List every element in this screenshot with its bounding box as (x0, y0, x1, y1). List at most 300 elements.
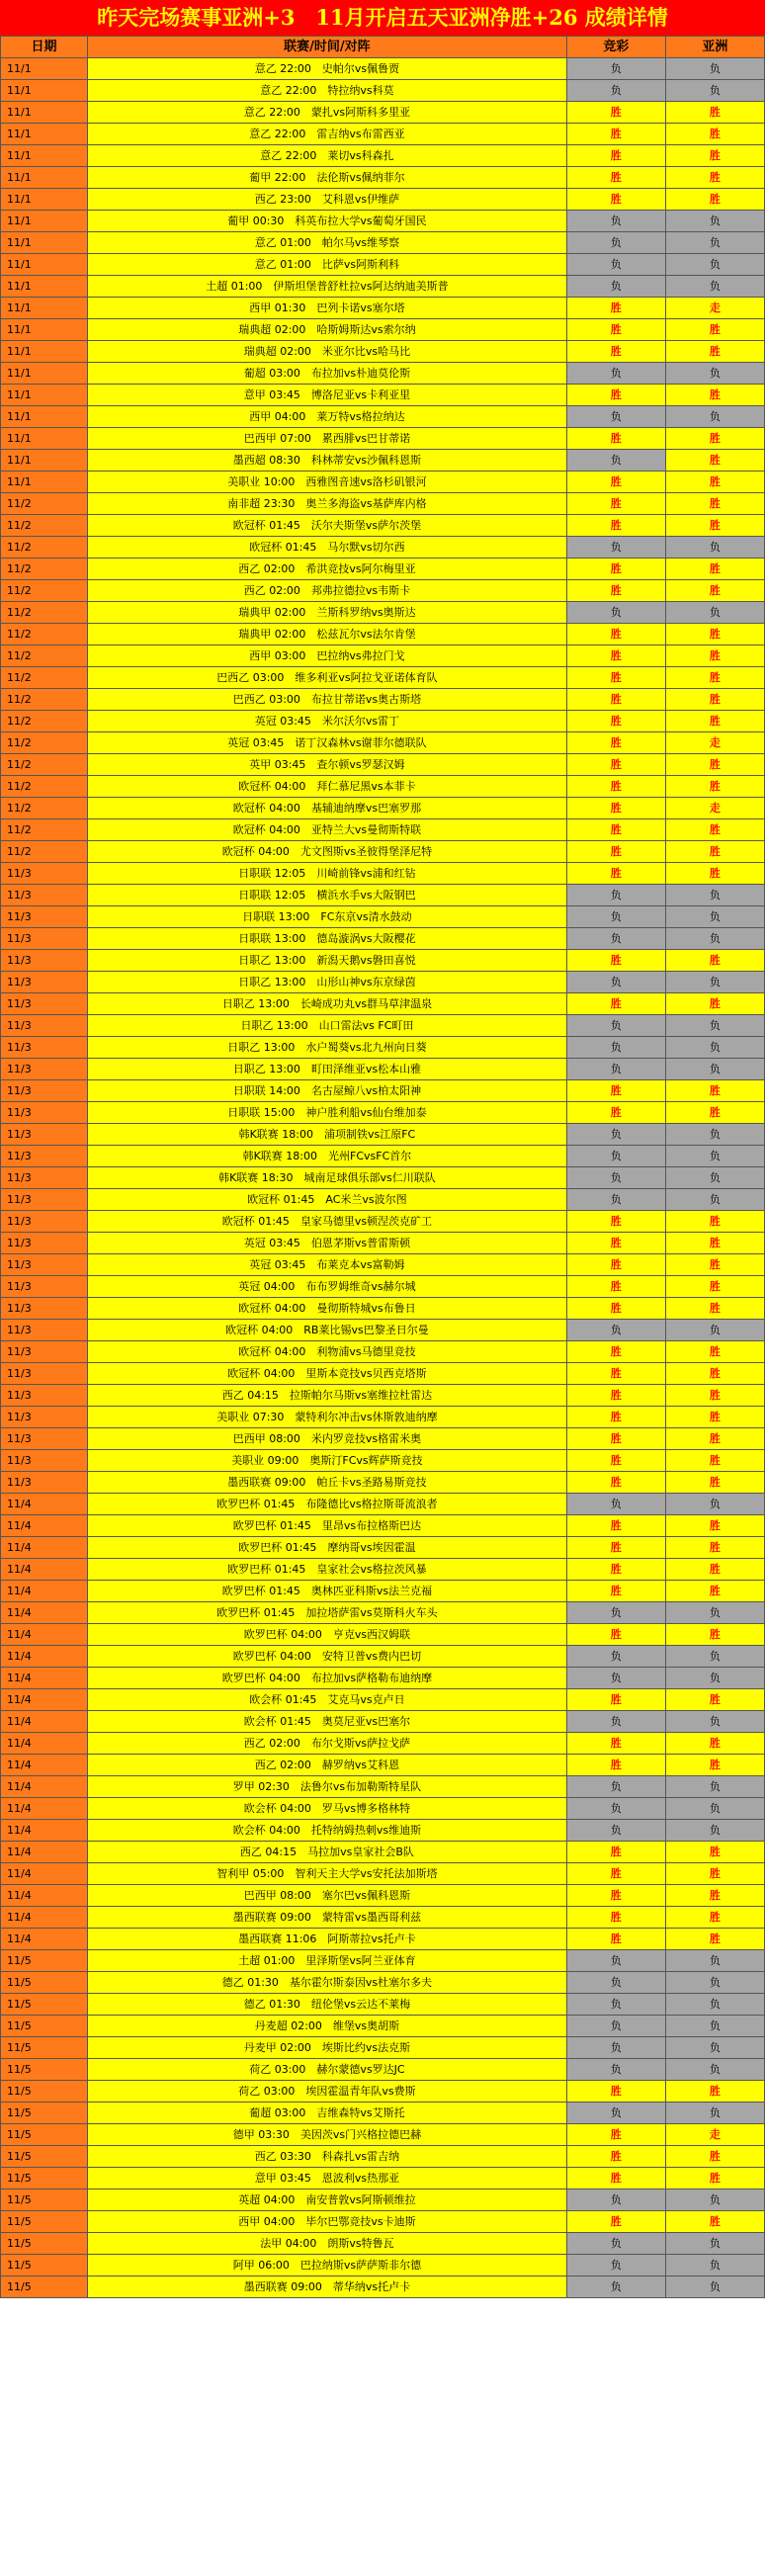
row-lottery-result: 胜 (566, 341, 665, 363)
row-asian-result: 胜 (665, 1211, 764, 1233)
row-asian-result: 胜 (665, 1276, 764, 1298)
table-row (1, 645, 765, 667)
row-lottery-result: 负 (566, 2190, 665, 2211)
row-asian-result: 胜 (665, 1907, 764, 1929)
table-row (1, 2276, 765, 2298)
row-asian-result: 胜 (665, 319, 764, 341)
row-lottery-result: 胜 (566, 1472, 665, 1494)
row-asian-result: 负 (665, 2059, 764, 2081)
row-date: 11/1 (1, 385, 88, 406)
row-lottery-result: 负 (566, 1167, 665, 1189)
row-match: 意乙 22:00 雷吉纳vs布雷西亚 (88, 124, 567, 145)
row-match: 罗甲 02:30 法鲁尔vs布加勒斯特星队 (88, 1776, 567, 1798)
table-row (1, 1863, 765, 1885)
row-date: 11/4 (1, 1559, 88, 1581)
row-match: 阿甲 06:00 巴拉纳斯vs萨萨斯非尔德 (88, 2255, 567, 2276)
table-row (1, 363, 765, 385)
row-date: 11/5 (1, 2190, 88, 2211)
row-lottery-result: 胜 (566, 863, 665, 885)
row-asian-result: 走 (665, 298, 764, 319)
row-match: 巴西甲 08:00 塞尔巴vs佩科恩斯 (88, 1885, 567, 1907)
row-asian-result: 负 (665, 1059, 764, 1080)
row-lottery-result: 负 (566, 885, 665, 906)
row-match: 智利甲 05:00 智利天主大学vs安托法加斯塔 (88, 1863, 567, 1885)
row-lottery-result: 胜 (566, 1254, 665, 1276)
row-match: 墨西联赛 09:00 蒙特雷vs墨西哥利兹 (88, 1907, 567, 1929)
row-asian-result: 走 (665, 732, 764, 754)
table-row (1, 1254, 765, 1276)
row-match: 欧罗巴杯 01:45 摩纳哥vs埃因霍温 (88, 1537, 567, 1559)
row-asian-result: 胜 (665, 1407, 764, 1428)
table-row (1, 298, 765, 319)
row-date: 11/4 (1, 1776, 88, 1798)
row-lottery-result: 负 (566, 1602, 665, 1624)
row-asian-result: 胜 (665, 2081, 764, 2103)
row-asian-result: 负 (665, 906, 764, 928)
table-row (1, 1624, 765, 1646)
table-row (1, 1950, 765, 1972)
row-asian-result: 负 (665, 2103, 764, 2124)
row-match: 西甲 03:00 巴拉纳vs弗拉门戈 (88, 645, 567, 667)
row-date: 11/2 (1, 732, 88, 754)
table-row (1, 667, 765, 689)
row-date: 11/5 (1, 2233, 88, 2255)
table-row (1, 1755, 765, 1776)
row-lottery-result: 胜 (566, 1363, 665, 1385)
row-asian-result: 胜 (665, 2168, 764, 2190)
row-match: 欧冠杯 04:00 拜仁慕尼黑vs本菲卡 (88, 776, 567, 798)
row-asian-result: 负 (665, 928, 764, 950)
row-match: 欧冠杯 01:45 AC米兰vs波尔图 (88, 1189, 567, 1211)
row-date: 11/1 (1, 145, 88, 167)
row-asian-result: 胜 (665, 1863, 764, 1885)
row-asian-result: 胜 (665, 1537, 764, 1559)
row-match: 韩K联赛 18:00 光州FCvsFC首尔 (88, 1146, 567, 1167)
row-lottery-result: 负 (566, 1189, 665, 1211)
row-asian-result: 胜 (665, 2146, 764, 2168)
row-asian-result: 胜 (665, 1515, 764, 1537)
row-lottery-result: 负 (566, 406, 665, 428)
row-match: 西乙 02:00 布尔戈斯vs萨拉戈萨 (88, 1733, 567, 1755)
row-date: 11/3 (1, 1450, 88, 1472)
table-row (1, 124, 765, 145)
row-match: 日职联 13:00 FC东京vs清水鼓动 (88, 906, 567, 928)
row-asian-result: 负 (665, 2233, 764, 2255)
row-date: 11/1 (1, 124, 88, 145)
header-asian: 亚洲 (665, 37, 764, 58)
row-asian-result: 胜 (665, 580, 764, 602)
row-asian-result: 负 (665, 1798, 764, 1820)
row-match: 西甲 01:30 巴列卡诺vs塞尔塔 (88, 298, 567, 319)
row-lottery-result: 胜 (566, 1428, 665, 1450)
row-lottery-result: 负 (566, 1320, 665, 1341)
row-lottery-result: 负 (566, 2016, 665, 2037)
table-row (1, 1015, 765, 1037)
row-asian-result: 负 (665, 1167, 764, 1189)
row-asian-result: 胜 (665, 1842, 764, 1863)
row-match: 德甲 03:30 美因茨vs门兴格拉德巴赫 (88, 2124, 567, 2146)
row-asian-result: 胜 (665, 863, 764, 885)
row-asian-result: 负 (665, 1646, 764, 1668)
row-lottery-result: 负 (566, 1711, 665, 1733)
table-row (1, 1581, 765, 1602)
row-match: 英冠 03:45 伯恩茅斯vs普雷斯顿 (88, 1233, 567, 1254)
table-row (1, 1341, 765, 1363)
row-date: 11/5 (1, 2168, 88, 2190)
table-row (1, 1450, 765, 1472)
row-date: 11/4 (1, 1602, 88, 1624)
row-match: 瑞典超 02:00 米亚尔比vs哈马比 (88, 341, 567, 363)
row-lottery-result: 胜 (566, 1537, 665, 1559)
row-match: 巴西乙 03:00 维多利亚vs阿拉戈亚诺体育队 (88, 667, 567, 689)
table-row (1, 515, 765, 537)
table-row (1, 798, 765, 819)
row-date: 11/3 (1, 1102, 88, 1124)
row-date: 11/2 (1, 580, 88, 602)
table-row (1, 1298, 765, 1320)
row-date: 11/4 (1, 1863, 88, 1885)
row-lottery-result: 胜 (566, 1450, 665, 1472)
row-asian-result: 胜 (665, 950, 764, 972)
table-row (1, 1320, 765, 1341)
row-match: 意乙 01:00 帕尔马vs维琴察 (88, 232, 567, 254)
row-lottery-result: 胜 (566, 1733, 665, 1755)
row-asian-result: 胜 (665, 1385, 764, 1407)
row-match: 欧冠杯 04:00 亚特兰大vs曼彻斯特联 (88, 819, 567, 841)
row-asian-result: 胜 (665, 124, 764, 145)
table-row (1, 1646, 765, 1668)
row-lottery-result: 负 (566, 2255, 665, 2276)
row-match: 西乙 04:15 拉斯帕尔马斯vs塞维拉杜雷达 (88, 1385, 567, 1407)
page-title-banner (0, 0, 765, 36)
row-lottery-result: 负 (566, 450, 665, 472)
row-date: 11/4 (1, 1711, 88, 1733)
row-match: 美职业 09:00 奥斯汀FCvs辉萨斯竞技 (88, 1450, 567, 1472)
row-lottery-result: 胜 (566, 472, 665, 493)
row-asian-result: 胜 (665, 145, 764, 167)
row-lottery-result: 胜 (566, 776, 665, 798)
row-lottery-result: 负 (566, 1994, 665, 2016)
row-match: 欧冠杯 04:00 RB莱比锡vs巴黎圣日尔曼 (88, 1320, 567, 1341)
table-row (1, 1146, 765, 1167)
row-asian-result: 负 (665, 972, 764, 993)
row-match: 日职联 13:00 德岛漩涡vs大阪樱花 (88, 928, 567, 950)
row-match: 美职业 07:30 蒙特利尔冲击vs休斯敦迪纳摩 (88, 1407, 567, 1428)
row-asian-result: 胜 (665, 1733, 764, 1755)
table-row (1, 1363, 765, 1385)
row-match: 墨西超 08:30 科林蒂安vs沙佩科恩斯 (88, 450, 567, 472)
row-match: 西乙 03:30 科森扎vs雷吉纳 (88, 2146, 567, 2168)
table-row (1, 537, 765, 558)
table-row (1, 819, 765, 841)
row-date: 11/3 (1, 1428, 88, 1450)
table-row (1, 1080, 765, 1102)
table-row (1, 58, 765, 80)
row-lottery-result: 负 (566, 906, 665, 928)
row-date: 11/3 (1, 1211, 88, 1233)
row-lottery-result: 负 (566, 1059, 665, 1080)
table-row (1, 1167, 765, 1189)
row-asian-result: 胜 (665, 1233, 764, 1254)
row-date: 11/2 (1, 711, 88, 732)
row-asian-result: 胜 (665, 689, 764, 711)
row-date: 11/1 (1, 211, 88, 232)
row-match: 日职乙 13:00 山形山神vs东京绿茵 (88, 972, 567, 993)
row-match: 巴西甲 08:00 米内罗竞技vs格雷米奥 (88, 1428, 567, 1450)
row-date: 11/4 (1, 1689, 88, 1711)
row-asian-result: 负 (665, 1950, 764, 1972)
row-match: 土超 01:00 里泽斯堡vs阿兰亚体育 (88, 1950, 567, 1972)
table-row (1, 319, 765, 341)
row-asian-result: 负 (665, 1124, 764, 1146)
row-date: 11/3 (1, 1407, 88, 1428)
row-lottery-result: 胜 (566, 2146, 665, 2168)
row-asian-result: 负 (665, 80, 764, 102)
row-lottery-result: 胜 (566, 1863, 665, 1885)
row-lottery-result: 负 (566, 972, 665, 993)
row-match: 西乙 02:00 赫罗纳vs艾科恩 (88, 1755, 567, 1776)
table-row (1, 972, 765, 993)
row-asian-result: 胜 (665, 1102, 764, 1124)
table-row (1, 1842, 765, 1863)
row-lottery-result: 胜 (566, 1885, 665, 1907)
row-asian-result: 胜 (665, 385, 764, 406)
row-lottery-result: 胜 (566, 1755, 665, 1776)
row-match: 西乙 04:15 马拉加vs皇家社会B队 (88, 1842, 567, 1863)
row-lottery-result: 负 (566, 58, 665, 80)
row-lottery-result: 负 (566, 2233, 665, 2255)
row-asian-result: 胜 (665, 1472, 764, 1494)
row-date: 11/5 (1, 1994, 88, 2016)
row-match: 欧罗巴杯 01:45 布隆德比vs格拉斯哥流浪者 (88, 1494, 567, 1515)
table-header-row (1, 37, 765, 58)
table-row (1, 211, 765, 232)
row-date: 11/1 (1, 298, 88, 319)
row-lottery-result: 胜 (566, 145, 665, 167)
table-row (1, 1059, 765, 1080)
row-date: 11/3 (1, 1276, 88, 1298)
row-lottery-result: 胜 (566, 1624, 665, 1646)
row-match: 德乙 01:30 纽伦堡vs云达不莱梅 (88, 1994, 567, 2016)
table-row (1, 2255, 765, 2276)
row-date: 11/3 (1, 906, 88, 928)
table-row (1, 863, 765, 885)
row-asian-result: 胜 (665, 667, 764, 689)
table-row (1, 189, 765, 211)
row-match: 意甲 03:45 恩波利vs热那亚 (88, 2168, 567, 2190)
row-date: 11/5 (1, 2037, 88, 2059)
row-lottery-result: 负 (566, 276, 665, 298)
table-row (1, 1276, 765, 1298)
row-date: 11/3 (1, 1254, 88, 1276)
row-lottery-result: 胜 (566, 428, 665, 450)
table-row (1, 406, 765, 428)
row-match: 欧冠杯 01:45 马尔默vs切尔西 (88, 537, 567, 558)
row-asian-result: 负 (665, 537, 764, 558)
row-date: 11/3 (1, 1233, 88, 1254)
table-row (1, 1037, 765, 1059)
row-asian-result: 胜 (665, 341, 764, 363)
row-date: 11/2 (1, 754, 88, 776)
row-match: 日职乙 13:00 长崎成功丸vs群马草津温泉 (88, 993, 567, 1015)
table-row (1, 1385, 765, 1407)
row-asian-result: 胜 (665, 167, 764, 189)
row-date: 11/5 (1, 2016, 88, 2037)
table-row (1, 2168, 765, 2190)
row-match: 瑞典超 02:00 哈斯姆斯达vs索尔纳 (88, 319, 567, 341)
row-lottery-result: 胜 (566, 819, 665, 841)
row-lottery-result: 胜 (566, 558, 665, 580)
table-row (1, 885, 765, 906)
row-date: 11/4 (1, 1646, 88, 1668)
row-date: 11/1 (1, 254, 88, 276)
table-row (1, 841, 765, 863)
page-title: 昨天完场赛事亚洲+3 11月开启五天亚洲净胜+26 成绩详情 (97, 5, 668, 30)
row-date: 11/1 (1, 472, 88, 493)
row-match: 欧会杯 04:00 托特纳姆热刺vs维迪斯 (88, 1820, 567, 1842)
row-match: 巴西甲 07:00 累西腓vs巴甘蒂诺 (88, 428, 567, 450)
row-match: 意乙 22:00 史帕尔vs佩鲁贾 (88, 58, 567, 80)
row-lottery-result: 胜 (566, 1581, 665, 1602)
row-lottery-result: 胜 (566, 1842, 665, 1863)
row-date: 11/3 (1, 1167, 88, 1189)
row-match: 墨西联赛 09:00 蒂华纳vs托卢卡 (88, 2276, 567, 2298)
row-date: 11/1 (1, 363, 88, 385)
row-asian-result: 负 (665, 1820, 764, 1842)
row-date: 11/1 (1, 319, 88, 341)
row-date: 11/3 (1, 1320, 88, 1341)
row-lottery-result: 负 (566, 537, 665, 558)
row-match: 欧冠杯 04:00 尤文图斯vs圣彼得堡泽尼特 (88, 841, 567, 863)
row-match: 意甲 03:45 博洛尼亚vs卡利亚里 (88, 385, 567, 406)
row-date: 11/1 (1, 406, 88, 428)
row-lottery-result: 胜 (566, 1907, 665, 1929)
row-date: 11/4 (1, 1494, 88, 1515)
table-row (1, 1494, 765, 1515)
row-date: 11/5 (1, 2255, 88, 2276)
row-date: 11/2 (1, 537, 88, 558)
table-row (1, 1820, 765, 1842)
row-date: 11/1 (1, 428, 88, 450)
row-match: 美职业 10:00 西雅图音速vs洛杉矶银河 (88, 472, 567, 493)
row-lottery-result: 负 (566, 1015, 665, 1037)
row-lottery-result: 负 (566, 2059, 665, 2081)
row-asian-result: 胜 (665, 428, 764, 450)
row-match: 欧罗巴杯 04:00 安特卫普vs费内巴切 (88, 1646, 567, 1668)
table-row (1, 493, 765, 515)
row-asian-result: 负 (665, 363, 764, 385)
table-row (1, 732, 765, 754)
table-row (1, 1885, 765, 1907)
table-row (1, 341, 765, 363)
row-match: 土超 01:00 伊斯坦堡普舒杜拉vs阿达纳迪美斯普 (88, 276, 567, 298)
row-lottery-result: 胜 (566, 645, 665, 667)
row-date: 11/5 (1, 2146, 88, 2168)
row-match: 西甲 04:00 毕尔巴鄂竞技vs卡迪斯 (88, 2211, 567, 2233)
row-lottery-result: 胜 (566, 385, 665, 406)
row-match: 欧会杯 04:00 罗马vs博多格林特 (88, 1798, 567, 1820)
row-date: 11/4 (1, 1515, 88, 1537)
row-date: 11/3 (1, 1363, 88, 1385)
row-date: 11/4 (1, 1798, 88, 1820)
row-date: 11/2 (1, 689, 88, 711)
table-row (1, 993, 765, 1015)
row-asian-result: 负 (665, 2016, 764, 2037)
row-match: 意乙 01:00 比萨vs阿斯利科 (88, 254, 567, 276)
row-lottery-result: 胜 (566, 1341, 665, 1363)
row-match: 欧罗巴杯 01:45 皇家社会vs格拉茨风暴 (88, 1559, 567, 1581)
row-asian-result: 负 (665, 232, 764, 254)
row-asian-result: 胜 (665, 1581, 764, 1602)
row-asian-result: 负 (665, 2190, 764, 2211)
row-match: 日职乙 13:00 新潟天鹅vs磐田喜悦 (88, 950, 567, 972)
row-asian-result: 胜 (665, 102, 764, 124)
row-asian-result: 走 (665, 2124, 764, 2146)
row-match: 英冠 04:00 布布罗姆维奇vs赫尔城 (88, 1276, 567, 1298)
row-date: 11/4 (1, 1885, 88, 1907)
row-date: 11/2 (1, 515, 88, 537)
row-match: 日职联 12:05 川崎前锋vs浦和红钻 (88, 863, 567, 885)
row-lottery-result: 胜 (566, 102, 665, 124)
table-row (1, 558, 765, 580)
row-match: 韩K联赛 18:30 城南足球俱乐部vs仁川联队 (88, 1167, 567, 1189)
row-lottery-result: 负 (566, 1646, 665, 1668)
table-row (1, 1407, 765, 1428)
row-lottery-result: 负 (566, 1798, 665, 1820)
row-lottery-result: 胜 (566, 624, 665, 645)
header-lottery: 竞彩 (566, 37, 665, 58)
row-asian-result: 负 (665, 1146, 764, 1167)
row-asian-result: 胜 (665, 1624, 764, 1646)
row-lottery-result: 胜 (566, 1233, 665, 1254)
row-match: 欧冠杯 04:00 里斯本竞技vs贝西克塔斯 (88, 1363, 567, 1385)
table-row (1, 385, 765, 406)
row-lottery-result: 胜 (566, 1407, 665, 1428)
row-asian-result: 负 (665, 2276, 764, 2298)
row-asian-result: 负 (665, 2255, 764, 2276)
row-match: 西乙 23:00 艾科恩vs伊维萨 (88, 189, 567, 211)
table-row (1, 1798, 765, 1820)
row-match: 欧罗巴杯 01:45 加拉塔萨雷vs莫斯科火车头 (88, 1602, 567, 1624)
row-asian-result: 胜 (665, 1254, 764, 1276)
row-date: 11/1 (1, 58, 88, 80)
row-asian-result: 负 (665, 1189, 764, 1211)
row-lottery-result: 负 (566, 2276, 665, 2298)
row-lottery-result: 胜 (566, 993, 665, 1015)
row-date: 11/2 (1, 776, 88, 798)
row-match: 英超 04:00 南安普敦vs阿斯顿维拉 (88, 2190, 567, 2211)
row-lottery-result: 胜 (566, 189, 665, 211)
table-row (1, 1668, 765, 1689)
row-match: 意乙 22:00 特拉纳vs科莫 (88, 80, 567, 102)
row-date: 11/3 (1, 1341, 88, 1363)
row-asian-result: 胜 (665, 819, 764, 841)
table-row (1, 1189, 765, 1211)
row-lottery-result: 负 (566, 211, 665, 232)
row-match: 丹麦甲 02:00 埃斯比约vs法克斯 (88, 2037, 567, 2059)
row-date: 11/1 (1, 167, 88, 189)
row-lottery-result: 胜 (566, 950, 665, 972)
row-match: 丹麦超 02:00 维堡vs奥胡斯 (88, 2016, 567, 2037)
row-match: 巴西乙 03:00 布拉甘蒂诺vs奥古斯塔 (88, 689, 567, 711)
row-lottery-result: 胜 (566, 319, 665, 341)
row-match: 欧冠杯 04:00 利物浦vs马德里竞技 (88, 1341, 567, 1363)
table-row (1, 624, 765, 645)
row-lottery-result: 负 (566, 1950, 665, 1972)
row-date: 11/3 (1, 1124, 88, 1146)
row-match: 葡超 03:00 吉维森特vs艾斯托 (88, 2103, 567, 2124)
row-asian-result: 胜 (665, 624, 764, 645)
